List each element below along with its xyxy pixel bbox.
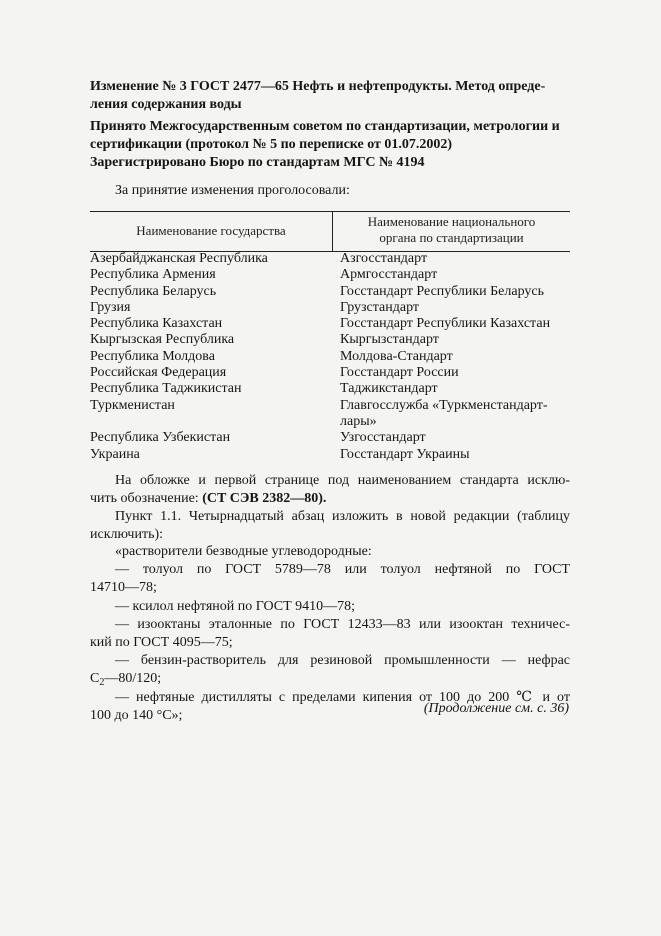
table-row bbox=[90, 414, 570, 430]
body-cell: Узгосстандарт bbox=[340, 430, 426, 446]
table-header-body bbox=[333, 214, 570, 246]
state-cell: Республика Таджикистан bbox=[90, 381, 242, 397]
solvents-list bbox=[90, 543, 570, 725]
adoption-line: сертификации (протокол № 5 по переписке от 01.07.2002) bbox=[90, 137, 453, 152]
standard-designation: (СТ СЭВ 2382—80). bbox=[202, 491, 327, 507]
paragraph-line: Пункт 1.1. Четырнадцатый абзац изложить в новой редакции (таблицу bbox=[115, 509, 570, 524]
table-header-body-line: Наименование национального bbox=[367, 214, 536, 229]
body-cell: Грузстандарт bbox=[340, 299, 420, 315]
table-row bbox=[90, 267, 570, 283]
body-cell: Кыргызстандарт bbox=[340, 332, 439, 348]
table-top-rule bbox=[90, 211, 570, 212]
table-header-state: Наименование государства bbox=[136, 223, 286, 238]
table-row bbox=[90, 447, 570, 463]
list-item-line: кий по ГОСТ 4095—75; bbox=[90, 635, 233, 651]
state-cell: Российская Федерация bbox=[90, 365, 227, 381]
clause-paragraph bbox=[90, 508, 570, 544]
list-item-line: 100 до 140 °С»; bbox=[90, 707, 183, 723]
continuation-note: (Продолжение см. с. 36) bbox=[423, 701, 569, 716]
formula-rest: —80/120; bbox=[104, 671, 162, 687]
body-cell: Таджикстандарт bbox=[340, 381, 438, 397]
paragraph-line bbox=[90, 490, 570, 508]
list-item-line bbox=[90, 670, 570, 688]
table-row bbox=[90, 316, 570, 332]
body-cell: Главгосслужба «Туркменстандарт- bbox=[340, 397, 548, 413]
table-header-body-line: органа по стандартизации bbox=[379, 230, 524, 245]
table-row bbox=[90, 300, 570, 316]
list-item-line: — нефтяные дистилляты с пределами кипения от 100 до 200 ℃ и от bbox=[115, 689, 570, 705]
vote-intro: За принятие изменения проголосовали: bbox=[115, 183, 350, 198]
table-row bbox=[90, 251, 570, 267]
state-cell: Грузия bbox=[90, 299, 131, 315]
table-row bbox=[90, 398, 570, 414]
adoption-line: Принято Межгосударственным советом по стандартизации, метрологии и bbox=[90, 119, 560, 134]
paragraph-line: На обложке и первой странице под наименованием стандарта исклю- bbox=[115, 473, 570, 488]
body-cell: Госстандарт Украины bbox=[340, 446, 470, 462]
list-item-line: — изооктаны эталонные по ГОСТ 12433—83 или изооктан техничес- bbox=[115, 616, 570, 632]
state-cell: Кыргызская Республика bbox=[90, 332, 235, 348]
cover-paragraph bbox=[90, 472, 570, 508]
list-intro: «растворители безводные углеводородные: bbox=[115, 544, 372, 559]
body-cell: Госстандарт Республики Беларусь bbox=[340, 283, 545, 299]
table-row bbox=[90, 381, 570, 397]
state-cell: Республика Беларусь bbox=[90, 283, 217, 299]
amendment-title-line: ления содержания воды bbox=[90, 97, 242, 112]
formula-letter: С bbox=[90, 671, 100, 687]
state-cell: Республика Узбекистан bbox=[90, 430, 231, 446]
table-row bbox=[90, 430, 570, 446]
state-cell: Азербайджанская Республика bbox=[90, 251, 268, 266]
list-item-line: — бензин-растворитель для резиновой промышленности — нефрас bbox=[115, 653, 570, 669]
state-cell: Республика Казахстан bbox=[90, 316, 223, 332]
state-cell: Украина bbox=[90, 446, 140, 462]
body-cell: Молдова-Стандарт bbox=[340, 348, 453, 364]
body-cell: Госстандарт Республики Казахстан bbox=[340, 316, 551, 332]
body-cell: Азгосстандарт bbox=[340, 251, 428, 266]
body-cell: Госстандарт России bbox=[340, 365, 459, 381]
amendment-title bbox=[90, 78, 570, 114]
table-row bbox=[90, 365, 570, 381]
body-cell: Армгосстандарт bbox=[340, 267, 438, 283]
list-item-line: 14710—78; bbox=[90, 580, 157, 596]
registration-line: Зарегистрировано Бюро по стандартам МГС № 4194 bbox=[90, 155, 425, 170]
state-cell: Республика Армения bbox=[90, 267, 216, 283]
state-cell: Туркменистан bbox=[90, 397, 175, 413]
body-cell: лары» bbox=[340, 413, 377, 429]
table-row bbox=[90, 284, 570, 300]
state-cell bbox=[90, 414, 340, 430]
state-cell: Республика Молдова bbox=[90, 348, 215, 364]
paragraph-text: чить обозначение: bbox=[90, 491, 203, 507]
amendment-title-line: Изменение № 3 ГОСТ 2477—65 Нефть и нефтепродукты. Метод опреде- bbox=[90, 79, 546, 94]
formula-subscript: 2 bbox=[99, 677, 105, 689]
table-row bbox=[90, 332, 570, 348]
list-item-line: — толуол по ГОСТ 5789—78 или толуол нефтяной по ГОСТ bbox=[115, 562, 570, 578]
table-row bbox=[90, 349, 570, 365]
member-states-table bbox=[90, 251, 570, 463]
list-item-line: — ксилол нефтяной по ГОСТ 9410—78; bbox=[115, 598, 356, 614]
adoption-info bbox=[90, 118, 570, 172]
paragraph-line: исключить): bbox=[90, 527, 164, 543]
